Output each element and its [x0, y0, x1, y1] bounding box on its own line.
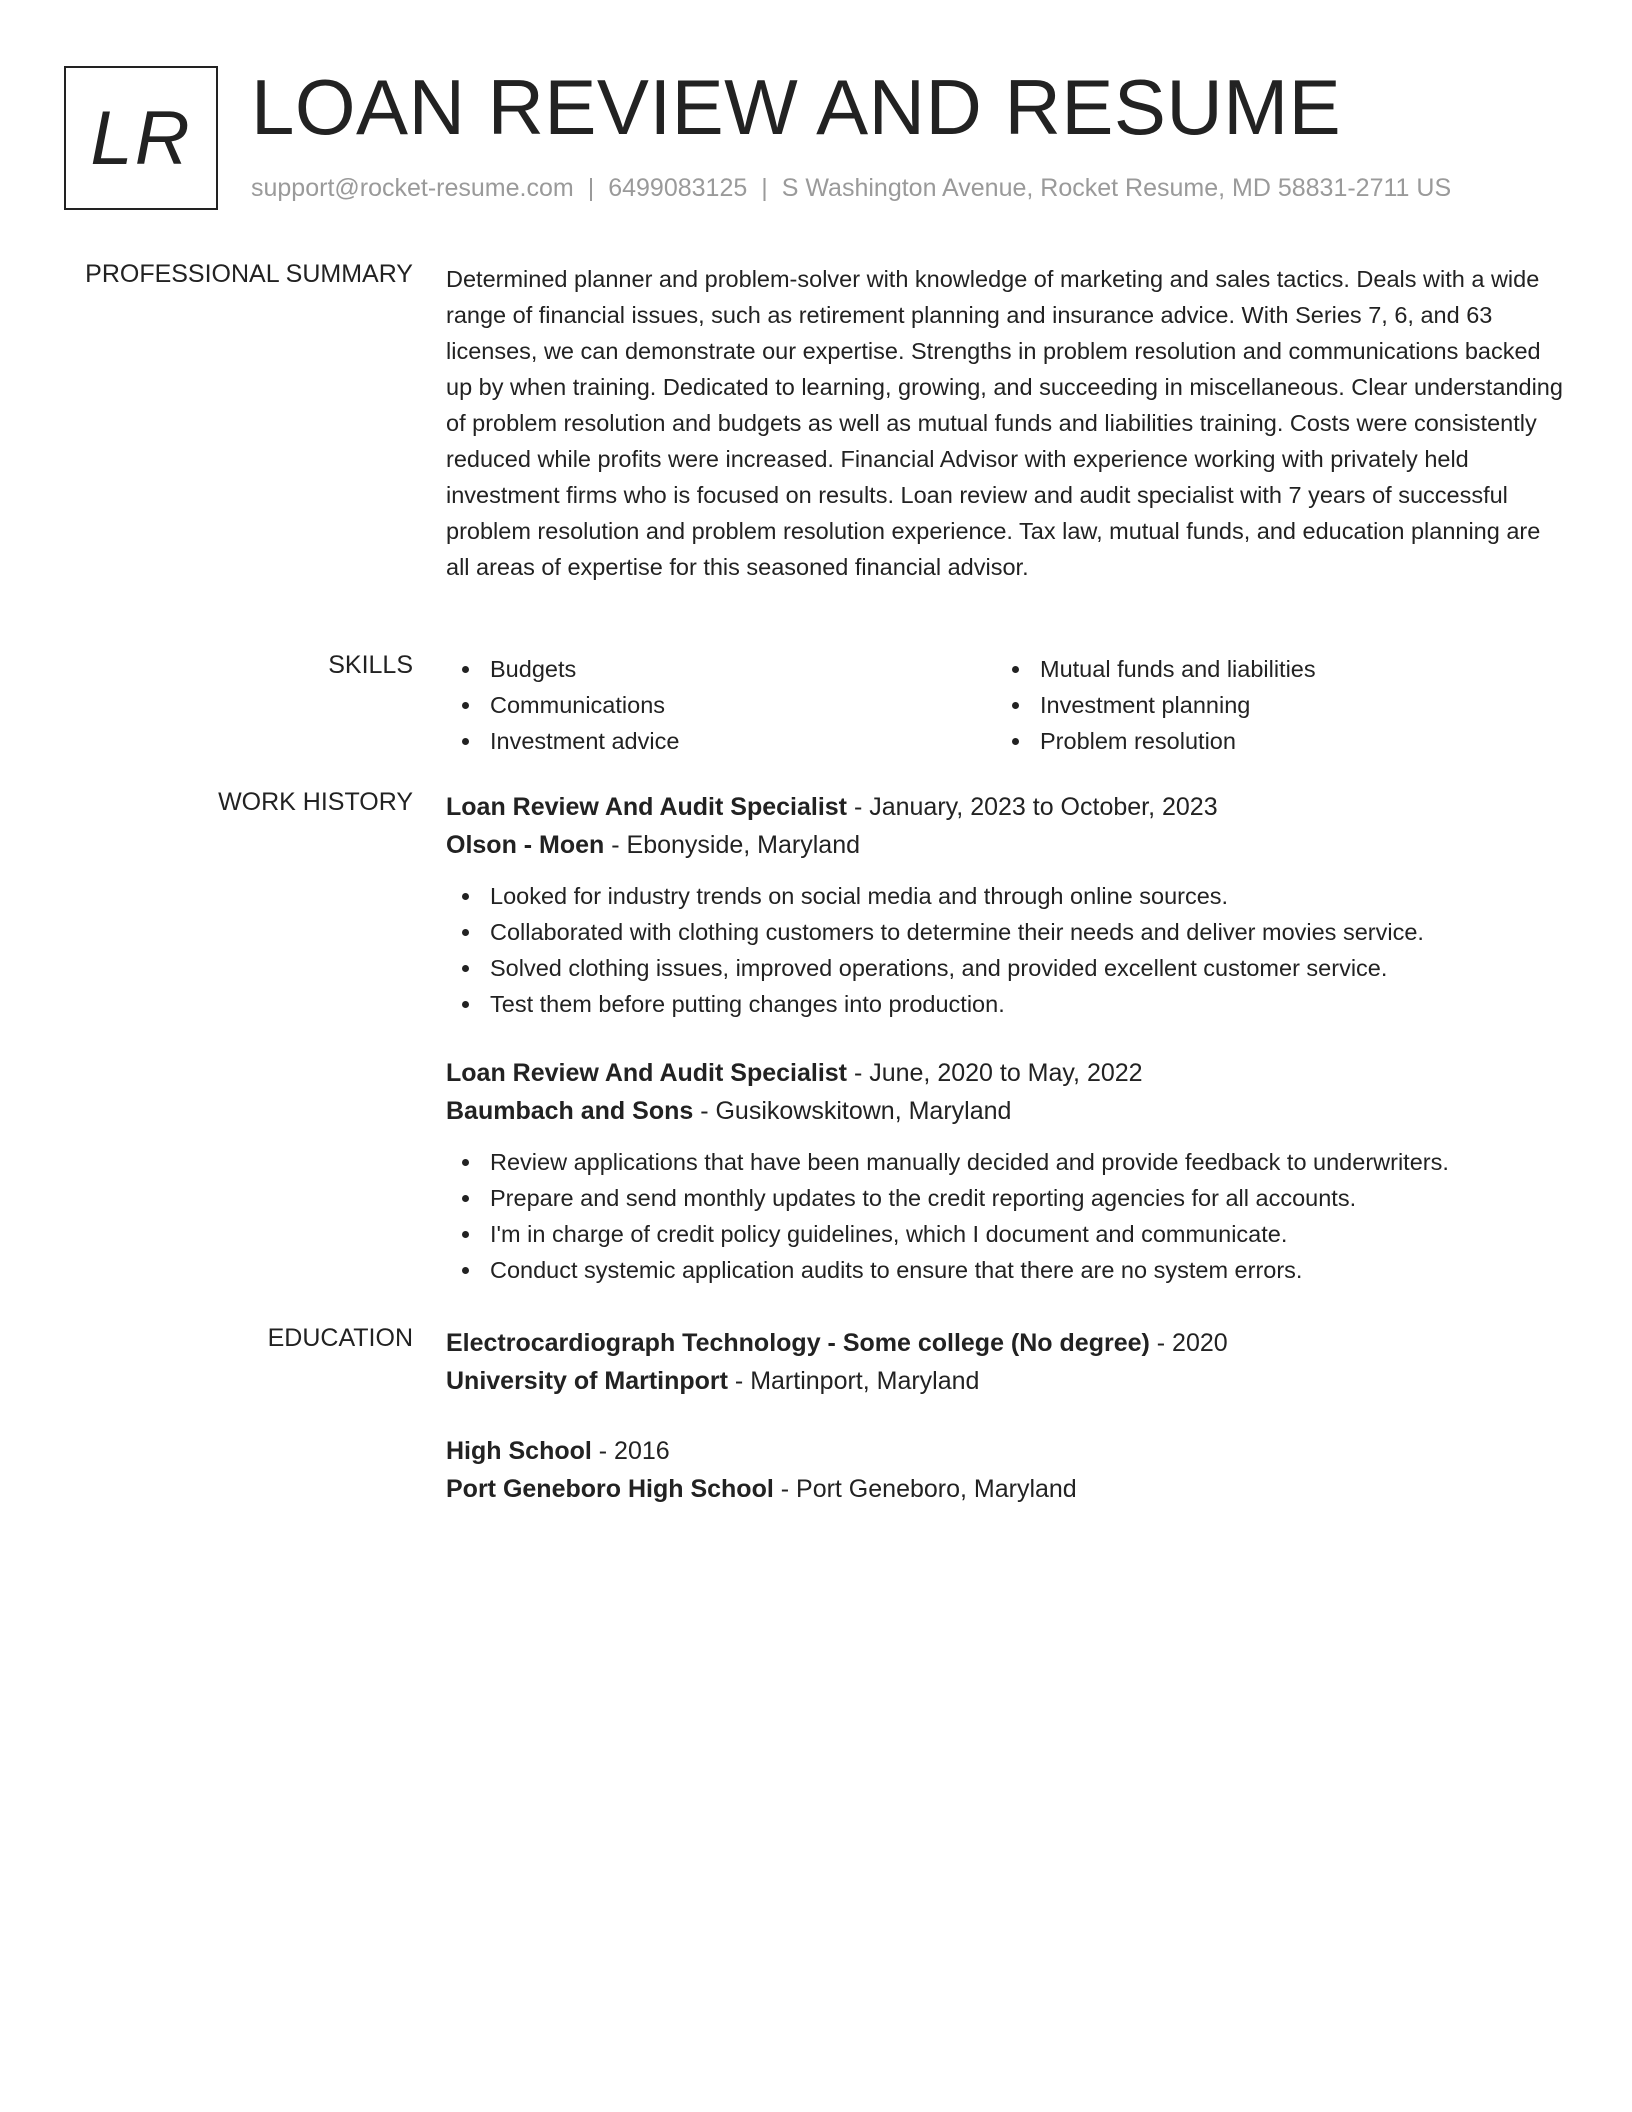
skills-section: [64, 651, 1568, 761]
skills-column-right: [996, 651, 1546, 759]
job-entry: [446, 788, 1568, 1022]
summary-section: [64, 260, 1568, 620]
skills-column-left: [446, 651, 996, 759]
job-bullet: Solved clothing issues, improved operations, and provided excellent customer service.: [446, 950, 1568, 986]
education-school: Port Geneboro High School: [446, 1475, 774, 1503]
work-history-section: [64, 788, 1568, 1308]
skills-body: [446, 651, 1568, 759]
education-location: - Port Geneboro, Maryland: [773, 1475, 1077, 1503]
job-bullet: Prepare and send monthly updates to the credit reporting agencies for all accounts.: [446, 1180, 1568, 1216]
job-company: Baumbach and Sons: [446, 1097, 694, 1125]
job-title: Loan Review And Audit Specialist: [446, 793, 847, 821]
skill-item: Problem resolution: [996, 723, 1546, 759]
contact-address: S Washington Avenue, Rocket Resume, MD 58831-2711 US: [781, 174, 1452, 202]
contact-separator: |: [587, 174, 595, 202]
job-bullet: Review applications that have been manually decided and provide feedback to underwriters.: [446, 1144, 1568, 1180]
job-title: Loan Review And Audit Specialist: [446, 1059, 847, 1087]
resume-header: [64, 63, 1568, 210]
job-company: Olson - Moen: [446, 831, 605, 859]
education-school: University of Martinport: [446, 1367, 728, 1395]
monogram-box: [64, 66, 218, 210]
job-location: - Gusikowskitown, Maryland: [693, 1097, 1012, 1125]
job-company-line: [446, 826, 1568, 864]
job-bullet: Collaborated with clothing customers to determine their needs and deliver movies service.: [446, 914, 1568, 950]
skills-grid: [446, 651, 1568, 759]
contact-phone: 6499083125: [608, 174, 748, 202]
job-bullet: I'm in charge of credit policy guidelines, which I document and communicate.: [446, 1216, 1568, 1252]
education-entry: [446, 1324, 1568, 1400]
education-degree: High School: [446, 1437, 592, 1465]
education-year: - 2020: [1149, 1329, 1228, 1357]
job-entry: [446, 1054, 1568, 1288]
job-company-line: [446, 1092, 1568, 1130]
summary-text: Determined planner and problem-solver with knowledge of marketing and sales tactics. Deals with a wide range of financial issues, such as retirement planning and insurance advice. With Series 7, 6, and 63 licenses, we can demonstrate our expertise. Strengths in problem resolution and communications backed up by when training. Dedicated to learning, growing, and succeeding in miscellaneous. Clear understanding of problem resolution and budgets as well as mutual funds and liabilities training. Costs were consistently reduced while profits were increased. Financial Advisor with experience working with privately held investment firms who is focused on results. Loan review and audit specialist with 7 years of successful problem resolution and problem resolution experience. Tax law, mutual funds, and education planning are all areas of expertise for this seasoned financial advisor.: [446, 266, 1563, 580]
job-dates: - June, 2020 to May, 2022: [847, 1059, 1143, 1087]
resume-name: LOAN REVIEW AND RESUME: [251, 63, 1342, 151]
summary-body: [446, 260, 1568, 585]
education-school-line: [446, 1362, 1568, 1400]
skill-item: Investment advice: [446, 723, 996, 759]
education-entry: [446, 1432, 1568, 1508]
work-history-label: WORK HISTORY: [218, 788, 413, 816]
education-section: [64, 1324, 1568, 1524]
education-body: [446, 1324, 1568, 1540]
contact-separator: |: [761, 174, 768, 202]
education-location: - Martinport, Maryland: [727, 1367, 980, 1395]
education-year: - 2016: [591, 1437, 670, 1465]
education-label: EDUCATION: [267, 1324, 413, 1352]
work-history-body: [446, 788, 1568, 1320]
education-degree-line: [446, 1432, 1568, 1470]
skill-item: Mutual funds and liabilities: [996, 651, 1546, 687]
job-bullet: Conduct systemic application audits to ensure that there are no system errors.: [446, 1252, 1568, 1288]
contact-email: support@rocket-resume.com: [251, 174, 574, 202]
education-degree-line: [446, 1324, 1568, 1362]
monogram-initials: LR: [90, 95, 192, 181]
job-dates: - January, 2023 to October, 2023: [847, 793, 1218, 821]
job-bullet: Test them before putting changes into production.: [446, 986, 1568, 1022]
skill-item: Investment planning: [996, 687, 1546, 723]
job-bullet: Looked for industry trends on social media and through online sources.: [446, 878, 1568, 914]
skills-label: SKILLS: [328, 651, 413, 679]
job-title-line: [446, 1054, 1568, 1092]
job-bullets: [446, 878, 1568, 1022]
education-degree: Electrocardiograph Technology - Some college (No degree): [446, 1329, 1150, 1357]
job-bullets: [446, 1144, 1568, 1288]
education-school-line: [446, 1470, 1568, 1508]
job-title-line: [446, 788, 1568, 826]
job-location: - Ebonyside, Maryland: [604, 831, 861, 859]
summary-label: PROFESSIONAL SUMMARY: [85, 260, 413, 288]
skill-item: Budgets: [446, 651, 996, 687]
skill-item: Communications: [446, 687, 996, 723]
contact-line: [251, 174, 1451, 203]
